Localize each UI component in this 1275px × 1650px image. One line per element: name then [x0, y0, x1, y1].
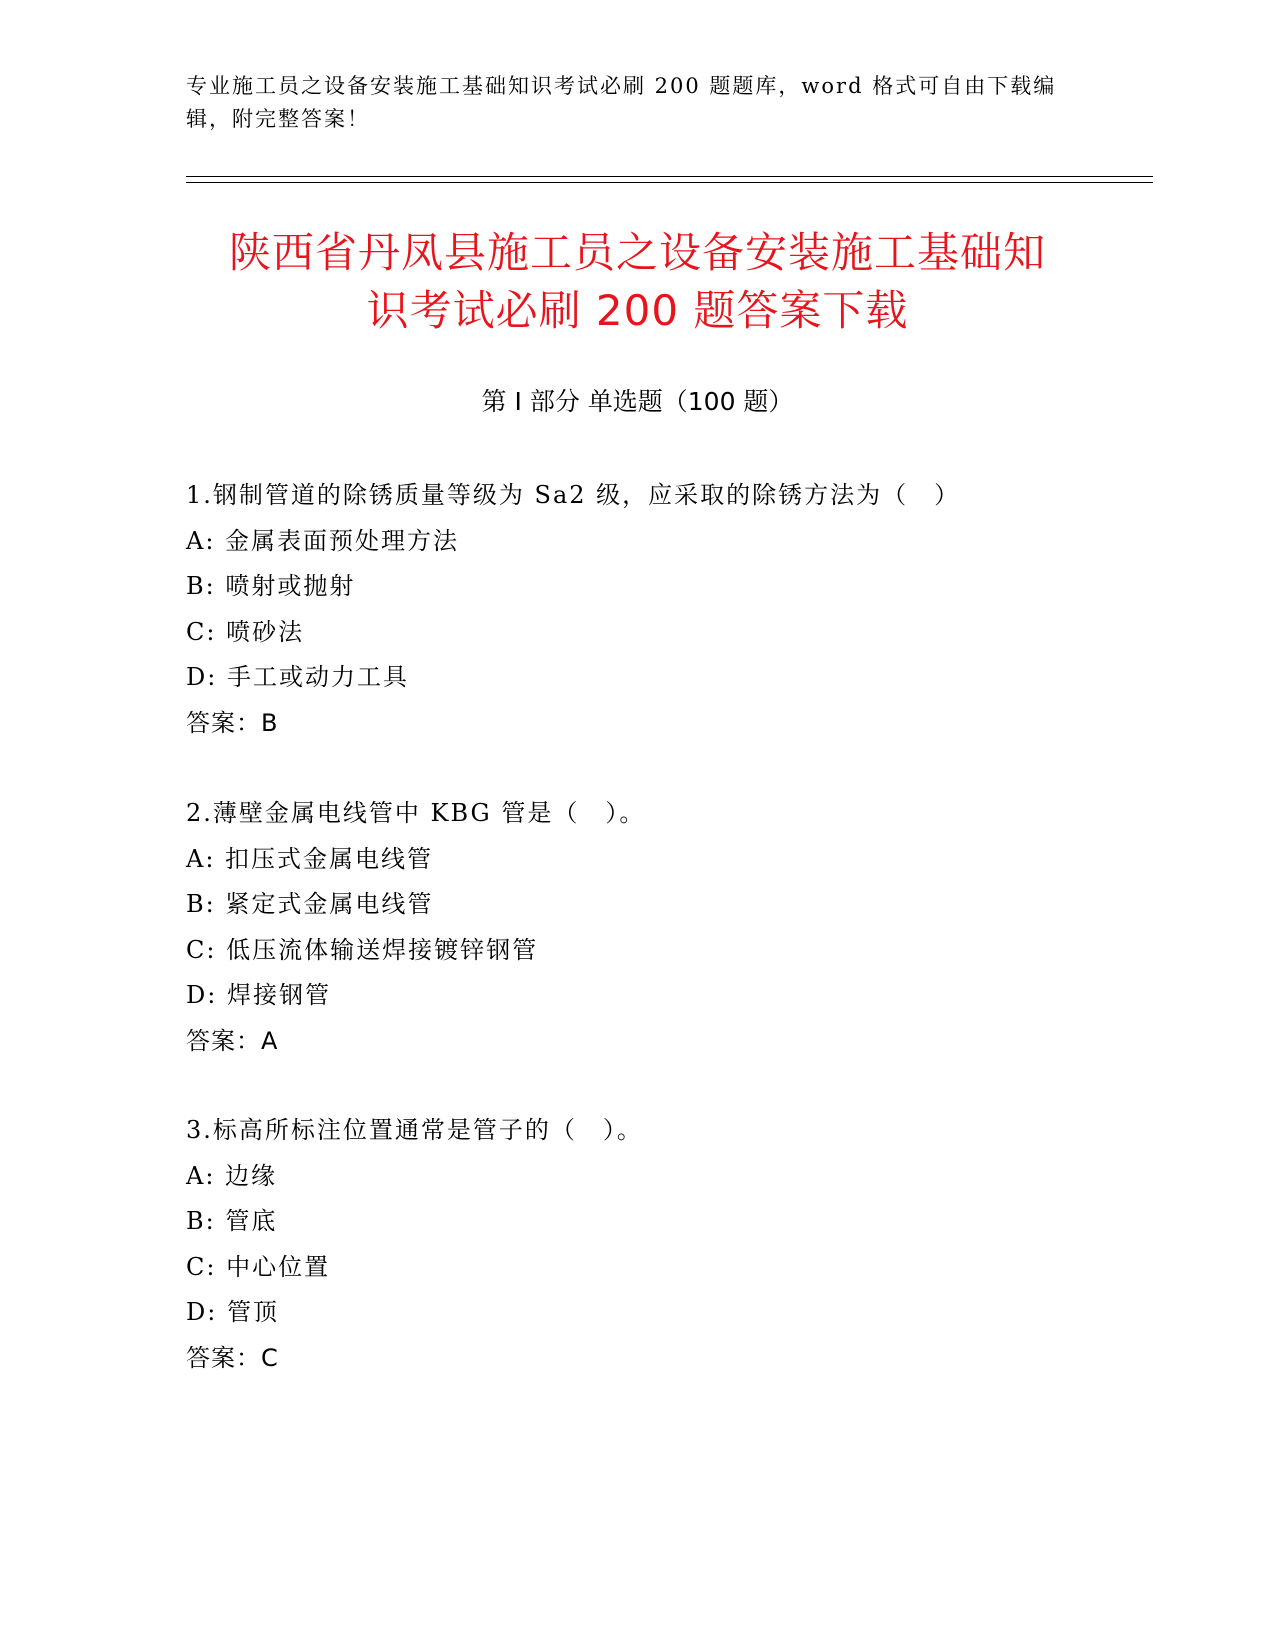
option-d: D: 手工或动力工具	[186, 663, 409, 691]
question-block	[186, 473, 1126, 746]
document-title-line-2: 识考试必刷 200 题答案下载	[366, 286, 909, 335]
option-a: A: 边缘	[186, 1161, 278, 1190]
option-a: A: 金属表面预处理方法	[186, 526, 460, 555]
header-note: 专业施工员之设备安装施工基础知识考试必刷 200 题题库，word 格式可自由下载编辑，附完整答案！	[186, 74, 1057, 131]
header-rule-top	[186, 176, 1153, 177]
question-block	[186, 791, 1126, 1064]
question-stem: 1.钢制管道的除锈质量等级为 Sa2 级，应采取的除锈方法为（ ）	[186, 481, 961, 509]
option-b: B: 紧定式金属电线管	[186, 890, 434, 918]
option-c: C: 中心位置	[186, 1252, 331, 1281]
document-title-line-1: 陕西省丹凤县施工员之设备安装施工基础知	[228, 228, 1046, 277]
question-block	[186, 1108, 1126, 1381]
option-b: B: 管底	[186, 1207, 278, 1235]
option-c: C: 喷砂法	[186, 617, 305, 646]
answer-line: 答案：A	[186, 1026, 279, 1055]
question-stem: 2.薄壁金属电线管中 KBG 管是（ ）。	[186, 799, 646, 827]
section-heading: 第 I 部分 单选题（100 题）	[481, 387, 794, 416]
document-title	[150, 224, 1125, 340]
option-b: B: 喷射或抛射	[186, 572, 356, 600]
question-stem: 3.标高所标注位置通常是管子的（ ）。	[186, 1116, 643, 1144]
option-d: D: 管顶	[186, 1298, 279, 1326]
option-d: D: 焊接钢管	[186, 981, 331, 1009]
answer-line: 答案：B	[186, 708, 279, 737]
header-rule-bottom	[186, 182, 1153, 183]
option-c: C: 低压流体输送焊接镀锌钢管	[186, 935, 539, 964]
answer-line: 答案：C	[186, 1343, 279, 1372]
option-a: A: 扣压式金属电线管	[186, 844, 434, 873]
